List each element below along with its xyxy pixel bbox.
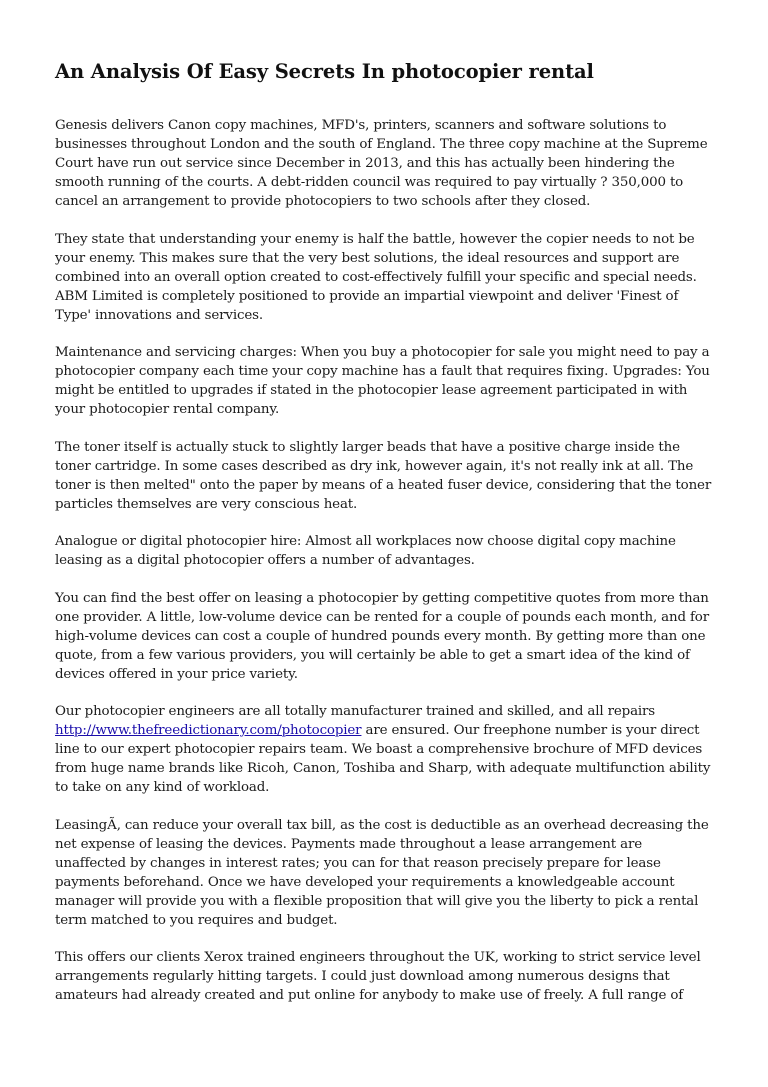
paragraph-2: They state that understanding your enemy is half the battle, however the copier needs to not be your enemy. This makes sure that the very best solutions, the ideal resources and support are combined into an overall option created to cost-effectively fulfill your specific and special needs. ABM Limited is completely positioned to provide an impartial viewpoint and deliver 'Finest of Type' innovations and services.	[55, 231, 697, 323]
paragraph-9: This offers our clients Xerox trained engineers throughout the UK, working to strict service level arrangements regularly hitting targets. I could just download among numerous designs that amateurs had already created and put online for anybody to make use of freely. A full range of	[55, 950, 701, 1003]
paragraph-5: Analogue or digital photocopier hire: Almost all workplaces now choose digital copy machine leasing as a digital photocopier offers a number of advantages.	[55, 534, 676, 568]
paragraph-1: Genesis delivers Canon copy machines, MFD's, printers, scanners and software solutions to businesses throughout London and the south of England. The three copy machine at the Supreme Court have run out service since December in 2013, and this has actually been hindering the smooth running of the courts. A debt-ridden council was required to pay virtually ? 350,000 to cancel an arrangement to provide photocopiers to two schools after they closed.	[55, 118, 708, 209]
dictionary-link[interactable]: http://www.thefreedictionary.com/photocopier	[55, 723, 362, 738]
paragraph-8: LeasingÃ‚ can reduce your overall tax bill, as the cost is deductible as an overhead decreasing the net expense of leasing the devices. Payments made throughout a lease arrangement are unaffected by changes in interest rates; you can for that reason precisely prepare for lease payments beforehand. Once we have developed your requirements a knowledgeable account manager will provide you with a flexible proposition that will give you the liberty to pick a rental term matched to you requires and budget.	[55, 817, 709, 928]
document-page	[55, 58, 715, 1024]
paragraph-4: The toner itself is actually stuck to slightly larger beads that have a positive charge inside the toner cartridge. In some cases described as dry ink, however again, it's not really ink at all. The toner is then melted" onto the paper by means of a heated fuser device, considering that the toner particles themselves are very conscious heat.	[55, 439, 712, 512]
paragraph-7-after: are ensured. Our freephone number is your direct line to our expert photocopier repairs team. We boast a comprehensive brochure of MFD devices from huge name brands like Ricoh, Canon, Toshiba and Sharp, with adequate multifunction ability to take on any kind of workload.	[55, 723, 711, 795]
paragraph-3: Maintenance and servicing charges: When you buy a photocopier for sale you might need to pay a photocopier company each time your copy machine has a fault that requires fixing. Upgrades: You might be entitled to upgrades if stated in the photocopier lease agreement participated in with your photocopier rental company.	[55, 345, 710, 417]
paragraph-7-before: Our photocopier engineers are all totally manufacturer trained and skilled, and all repairs	[55, 704, 656, 719]
paragraph-6: You can find the best offer on leasing a photocopier by getting competitive quotes from more than one provider. A little, low-volume device can be rented for a couple of pounds each month, and for high-volume devices can cost a couple of hundred pounds every month. By getting more than one quote, from a few various providers, you will certainly be able to get a smart idea of the kind of devices offered in your price variety.	[55, 590, 709, 682]
page-title: An Analysis Of Easy Secrets In photocopier rental	[55, 60, 594, 83]
paragraph-7	[55, 702, 715, 797]
